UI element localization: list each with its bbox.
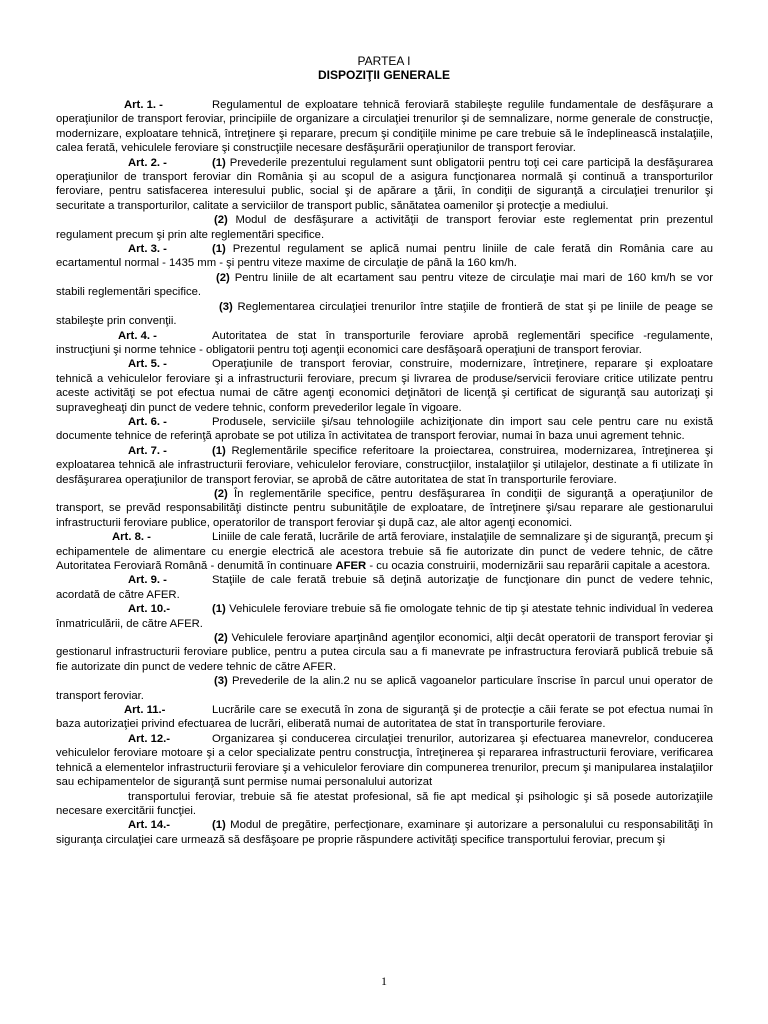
afer-abbreviation: AFER xyxy=(335,560,367,572)
paragraph-art-3-clause-3 xyxy=(56,300,713,329)
section-title: DISPOZIŢII GENERALE xyxy=(317,68,450,82)
clause-label: (3) xyxy=(219,300,233,313)
paragraph-art-3-clause-2 xyxy=(56,271,713,300)
clause-label: (2) xyxy=(214,487,228,500)
paragraph-text: Prevederile prezentului regulament sunt obligatorii pentru toţi cei care participă la desfăşurarea operaţiunilor de transport feroviar din România şi au scopul de a asigura funcţionarea normală şi continuă a transporturilor feroviare, pentru satisfacerea interesului public, social şi de apărare a ţării, în condiţii de siguranţă a circulaţiei trenurilor şi securitate a transporturilor, calitate a serviciilor de transport public, sănătatea oamenilor şi protecţie a mediului. xyxy=(56,156,713,212)
paragraph-text: Operaţiunile de transport feroviar, construire, modernizare, întreţinere, reparare şi exploatare tehnică a vehiculelor feroviare şi a infrastructurii feroviare, precum şi livrarea de produse/servicii feroviare critice utilizate pentru aceste activităţi se pot efectua numai de către agenţi economici deţinători de licenţă şi certificat de siguranţă sau autorizaţi şi supravegheaţi din punct de vedere tehnic, conform prevederilor legale în vigoare. xyxy=(56,358,713,414)
document-header xyxy=(0,54,768,82)
article-number: Art. 1. - xyxy=(124,99,163,111)
paragraph-art-4 xyxy=(56,329,713,358)
paragraph-art-10-clause-3 xyxy=(56,674,713,703)
article-number: Art. 10.- xyxy=(128,603,171,616)
paragraph-text: Lucrările care se execută în zona de siguranţă şi de protecţie a căii ferate se pot efectua numai în baza autorizaţiei privind efectuarea de lucrări, eliberată numai de autoritatea de stat în transporturile feroviare. xyxy=(56,704,713,731)
paragraph-art-7 xyxy=(56,444,713,487)
paragraph-text: transportului feroviar, trebuie să fie atestat profesional, să fie apt medical şi psihologic şi să posede autorizaţiile necesare exercitării funcţiei. xyxy=(56,790,713,817)
article-number: Art. 12.- xyxy=(128,732,171,745)
paragraph-art-14 xyxy=(56,818,713,847)
paragraph-text: Staţiile de cale ferată trebuie să deţină autorizaţie de funcţionare din punct de vedere tehnic, acordată de către AFER. xyxy=(56,574,713,601)
article-number: Art. 3. - xyxy=(128,243,167,256)
paragraph-text: Reglementările specifice referitoare la proiectarea, construirea, modernizarea, întreţinerea şi exploatarea tehnică ale infrastructurii feroviare, vehiculelor feroviare, construcţiilor, instalaţiilor şi utilajelor, destinate a fi utilizate în desfăşurarea operaţiunilor de transport feroviar, se aprobă de către autoritatea de stat în transporturile feroviare. xyxy=(56,444,714,486)
article-number: Art. 4. - xyxy=(118,329,157,342)
paragraph-art-2 xyxy=(56,156,713,214)
paragraph-art-10-clause-2 xyxy=(56,631,713,674)
article-number: Art. 11.- xyxy=(124,704,166,717)
document-body xyxy=(56,98,713,847)
article-number: Art. 14.- xyxy=(128,819,171,832)
paragraph-text: Prezentul regulament se aplică numai pentru liniile de cale ferată din România care au ecartamentul normal - 1435 mm - şi pentru viteze maxime de circulaţie de până la 160 km/h. xyxy=(56,243,713,270)
paragraph-art-11 xyxy=(56,703,713,732)
clause-label: (2) xyxy=(216,271,230,284)
paragraph-text: Reglementarea circulaţiei trenurilor între staţiile de frontieră de stat şi pe liniile de peage se stabileşte prin convenţii. xyxy=(56,300,714,328)
clause-label: (2) xyxy=(214,632,228,645)
paragraph-art-10 xyxy=(56,602,713,631)
clause-label: (1) xyxy=(212,243,226,256)
paragraph-text: Modul de desfăşurare a activităţii de transport feroviar este reglementat prin prezentul regulament precum şi prin alte reglementări specifice. xyxy=(56,214,713,241)
clause-label: (3) xyxy=(214,675,228,688)
paragraph-text: Vehiculele feroviare aparţinând agenţilor economici, alţii decât operatorii de transport feroviar şi gestionarul infrastructurii feroviare publice, pentru a putea circula sau a fi manevrate pe infrastructura feroviară publică trebuie să fie autorizate din punct de vedere tehnic de către AFER. xyxy=(56,632,714,673)
clause-label: (2) xyxy=(214,214,228,227)
paragraph-text: Produsele, serviciile şi/sau tehnologiile achiziţionate din import sau cele pentru care nu există documente tehnice de referinţă aprobate se pot utiliza în activitatea de transport feroviar, numai în baza unui agrement tehnic. xyxy=(56,415,713,443)
paragraph-art-5 xyxy=(56,357,713,415)
paragraph-text: Liniile de cale ferată, lucrările de artă feroviare, instalaţiile de semnalizare şi de siguranţă, precum şi echipamentele de alimentare cu energie electrică ale acestora trebuie să fie autorizate din punct de vedere tehnic, de către Autoritatea Feroviară Română - denumită în continuare xyxy=(56,531,713,572)
article-number: Art. 6. - xyxy=(128,415,167,428)
clause-label: (1) xyxy=(212,156,226,169)
paragraph-art-9 xyxy=(56,573,713,602)
paragraph-text: Pentru liniile de alt ecartament sau pentru viteze de circulaţie mai mari de 160 km/h se vor stabili reglementări specifice. xyxy=(56,271,714,299)
article-number: Art. 9. - xyxy=(128,574,167,587)
paragraph-art-12 xyxy=(56,732,713,790)
paragraph-text-continued: - cu ocazia construirii, modernizării sau reparării capitale a acestora. xyxy=(369,560,711,572)
paragraph-text: Regulamentul de exploatare tehnică feroviară stabileşte regulile fundamentale de desfăşurare a operaţiunilor de transport feroviar, principiile de organizare a circulaţiei trenurilor şi de semnalizare, norme generale de construcţie, modernizare, exploatare tehnică, întreţinere şi reparare, precum şi condiţiile minime pe care trebuie să le îndeplinească instalaţiile, calea ferată, vehiculele feroviare şi construcţiile necesare desfăşurării operaţiunilor de transport feroviar. xyxy=(56,99,713,155)
paragraph-continuation xyxy=(56,790,713,819)
paragraph-art-1 xyxy=(56,98,713,156)
paragraph-text: Modul de pregătire, perfecţionare, examinare şi autorizare a personalului cu responsabilităţi în siguranţa circulaţiei care urmează să desfăşoare pe proprie răspundere activităţi specifice transportului feroviar, precum şi xyxy=(56,819,713,846)
paragraph-text: Organizarea şi conducerea circulaţiei trenurilor, autorizarea şi efectuarea manevrelor, conducerea vehiculelor feroviare motoare şi a celor specializate pentru construcţia, întreţinerea şi repararea infrastructurii feroviare, verificarea tehnică a elementelor infrastructurii feroviare şi a vehiculelor feroviare din compunerea trenurilor, precum şi manipularea instalaţiilor sau echipamentelor de siguranţă sunt permise numai personalului autorizat xyxy=(56,732,713,789)
paragraph-text: În reglementările specifice, pentru desfăşurarea în condiţii de siguranţă a operaţiunilor de transport, se prevăd responsabilităţi distincte pentru subunităţile de exploatare, de întreţinere şi/sau reparare ale gestionarului infrastructurii feroviare publice, operatorilor de transport feroviar şi după caz, ale altor agenţi economici. xyxy=(56,487,714,529)
article-number: Art. 8. - xyxy=(112,531,151,544)
paragraph-art-3 xyxy=(56,242,713,271)
clause-label: (1) xyxy=(212,603,226,616)
paragraph-art-2-clause-2 xyxy=(56,213,713,242)
paragraph-art-6 xyxy=(56,415,713,444)
paragraph-art-8 xyxy=(56,530,713,573)
clause-label: (1) xyxy=(212,819,226,832)
paragraph-art-7-clause-2 xyxy=(56,487,713,530)
paragraph-text: Prevederile de la alin.2 nu se aplică vagoanelor particulare înscrise în parcul unui operator de transport feroviar. xyxy=(56,675,714,702)
part-heading: PARTEA I xyxy=(357,54,411,68)
article-number: Art. 7. - xyxy=(128,444,167,457)
article-number: Art. 2. - xyxy=(128,156,167,169)
paragraph-text: Autoritatea de stat în transporturile feroviare aprobă reglementări specifice -regulamente, instrucţiuni şi norme tehnice - obligatorii pentru toţi agenţii economici care desfăşoară operaţiuni de transport feroviar. xyxy=(56,329,713,356)
paragraph-text: Vehiculele feroviare trebuie să fie omologate tehnic de tip şi atestate tehnic individual în vederea înmatriculării, de către AFER. xyxy=(56,603,714,630)
article-number: Art. 5. - xyxy=(128,358,167,371)
page-number: 1 xyxy=(381,974,387,988)
clause-label: (1) xyxy=(212,444,226,457)
